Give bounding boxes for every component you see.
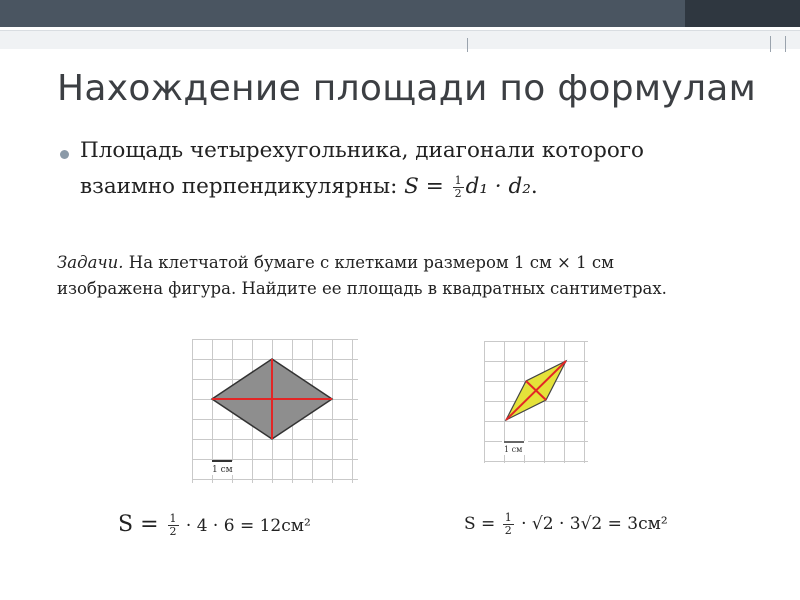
- formula-2-rhs: · √2 · 3√2 = 3см²: [515, 514, 668, 534]
- task-label: Задачи.: [57, 253, 124, 272]
- header-decoration-line: [785, 36, 786, 52]
- fraction-numerator: 1: [454, 173, 462, 187]
- header-band: [0, 30, 800, 49]
- task-line-1-text: На клетчатой бумаге с клетками размером 1 см × 1 см: [123, 253, 614, 272]
- formula-1-fraction: [168, 513, 179, 538]
- formula-answer-2: [464, 512, 668, 537]
- scale-label: 1 см: [212, 465, 233, 475]
- figure-rhombus-grid: [192, 339, 358, 483]
- formula-1-numerator: 1: [169, 511, 177, 525]
- formula-2-denominator: 2: [504, 524, 512, 537]
- formula-end: .: [530, 174, 538, 199]
- formula-lhs: S =: [404, 174, 451, 199]
- bullet-line-1: Площадь четырехугольника, диагонали которого: [80, 138, 644, 163]
- task-line-2: изображена фигура. Найдите ее площадь в квадратных сантиметрах.: [57, 279, 667, 298]
- top-bar-dark-segment: [685, 0, 800, 27]
- slide-title: Нахождение площади по формулам: [57, 68, 757, 109]
- formula-1-denominator: 2: [169, 524, 177, 538]
- bullet-line-2-text: взаимно перпендикулярны:: [80, 174, 405, 199]
- top-bar: [0, 0, 800, 27]
- formula-1-rhs: · 4 · 6 = 12см²: [180, 516, 311, 536]
- header-decoration-line: [467, 38, 468, 52]
- task-line-1: [57, 250, 667, 276]
- formula-rhs: d₁ · d₂: [465, 174, 531, 199]
- formula-fraction: [453, 175, 464, 200]
- bullet-paragraph: [80, 133, 644, 205]
- formula-2-fraction: [503, 512, 514, 537]
- formula-answer-1: [118, 512, 311, 538]
- scale-label: 1 см: [504, 445, 523, 454]
- header-decoration-line: [770, 36, 771, 52]
- figure-kite-grid: [484, 341, 588, 463]
- formula-2-numerator: 1: [504, 511, 512, 524]
- task-text: [57, 250, 667, 302]
- formula-1-lhs: S =: [118, 512, 166, 537]
- formula-2-lhs: S =: [464, 514, 501, 534]
- bullet-line-2: [80, 169, 644, 205]
- fraction-denominator: 2: [454, 186, 462, 200]
- bullet-dot: [60, 150, 69, 159]
